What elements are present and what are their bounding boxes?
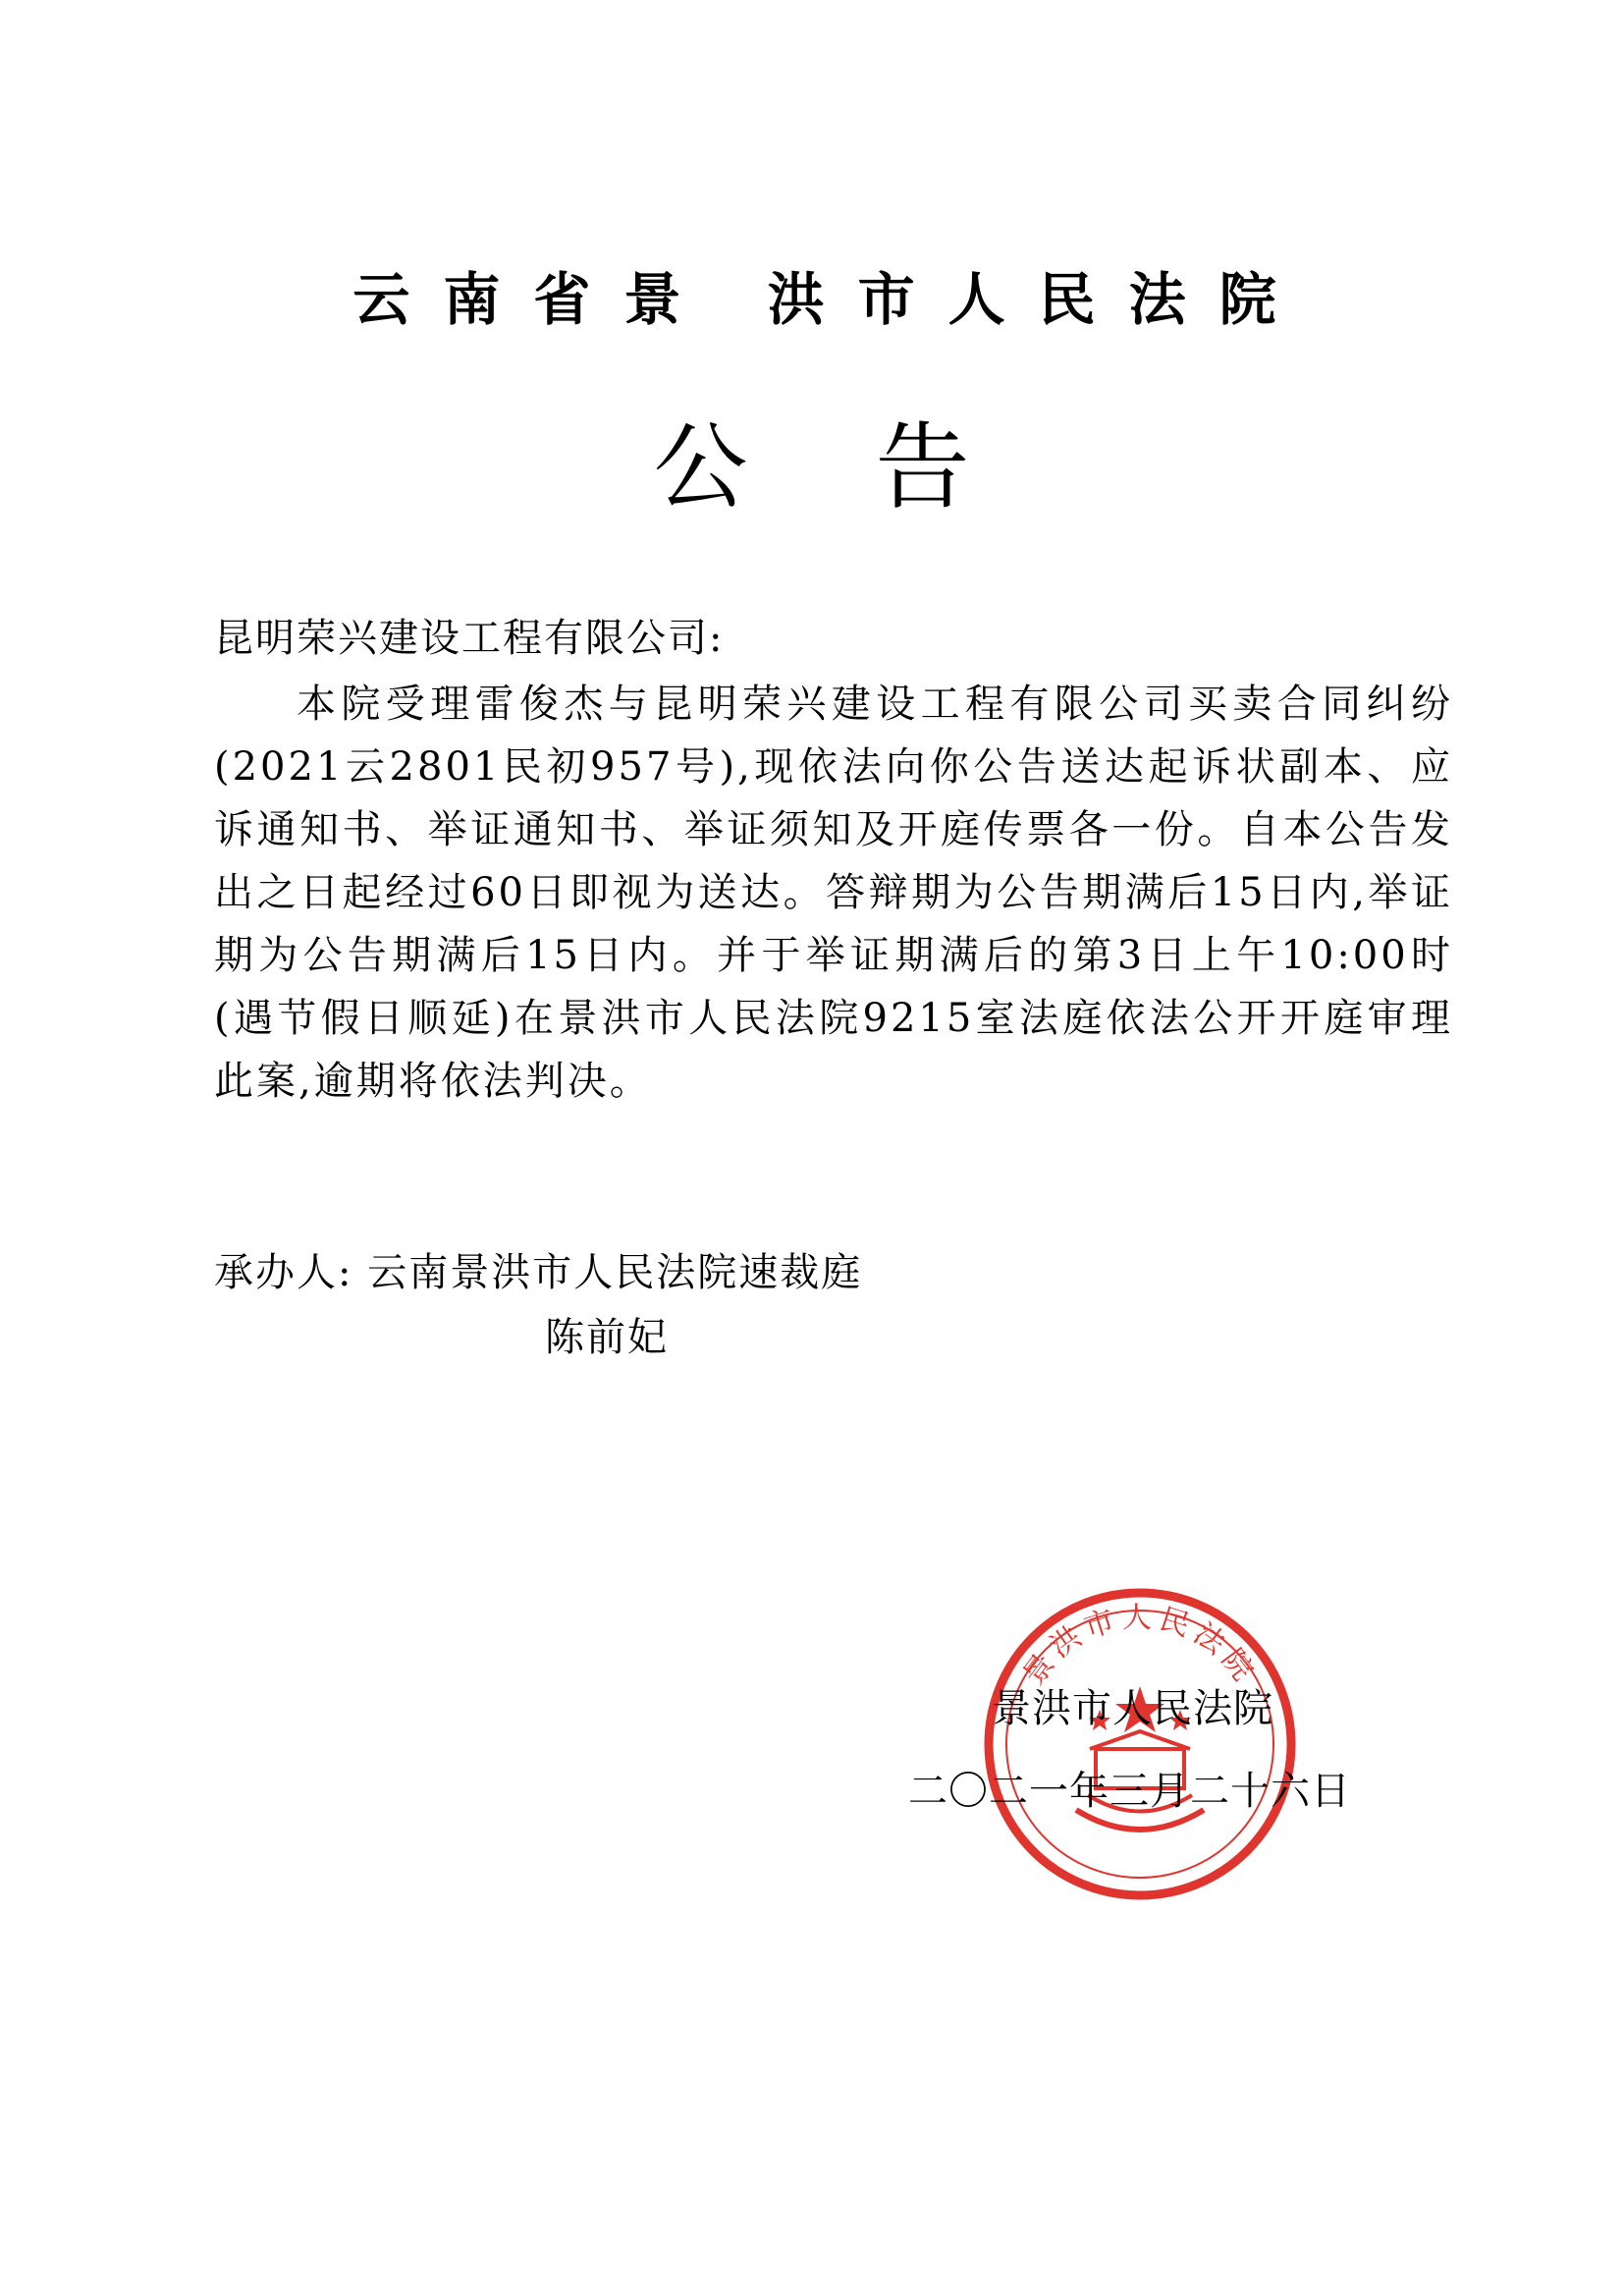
notice-body: 本院受理雷俊杰与昆明荣兴建设工程有限公司买卖合同纠纷(2021云2801民初957号),现依法向你公告送达起诉状副本、应诉通知书、举证通知书、举证须知及开庭传票各一份。自本公告发出之日起经过60日即视为送达。答辩期为公告期满后15日内,举证期为公告期满后15日内。并于举证期满后的第3日上午10:00时(遇节假日顺延)在景洪市人民法院9215室法庭依法公开开庭审理此案,逾期将依法判决。: [214, 682, 1453, 1104]
signature-date: 二〇二一年三月二十六日: [908, 1769, 1351, 1814]
court-title: 云南省景 洪市人民法院: [352, 266, 1310, 333]
handler-name: 陈前妃: [545, 1315, 669, 1360]
signature-court: 景洪市人民法院: [992, 1686, 1273, 1731]
recipient: 昆明荣兴建设工程有限公司:: [214, 616, 725, 661]
notice-title: 公告: [653, 412, 1098, 522]
handler-label: 承办人: 云南景洪市人民法院速裁庭: [214, 1250, 863, 1295]
court-seal-icon: [980, 1584, 1300, 1904]
seal-text: 景洪市人民法院: [1016, 1600, 1264, 1692]
